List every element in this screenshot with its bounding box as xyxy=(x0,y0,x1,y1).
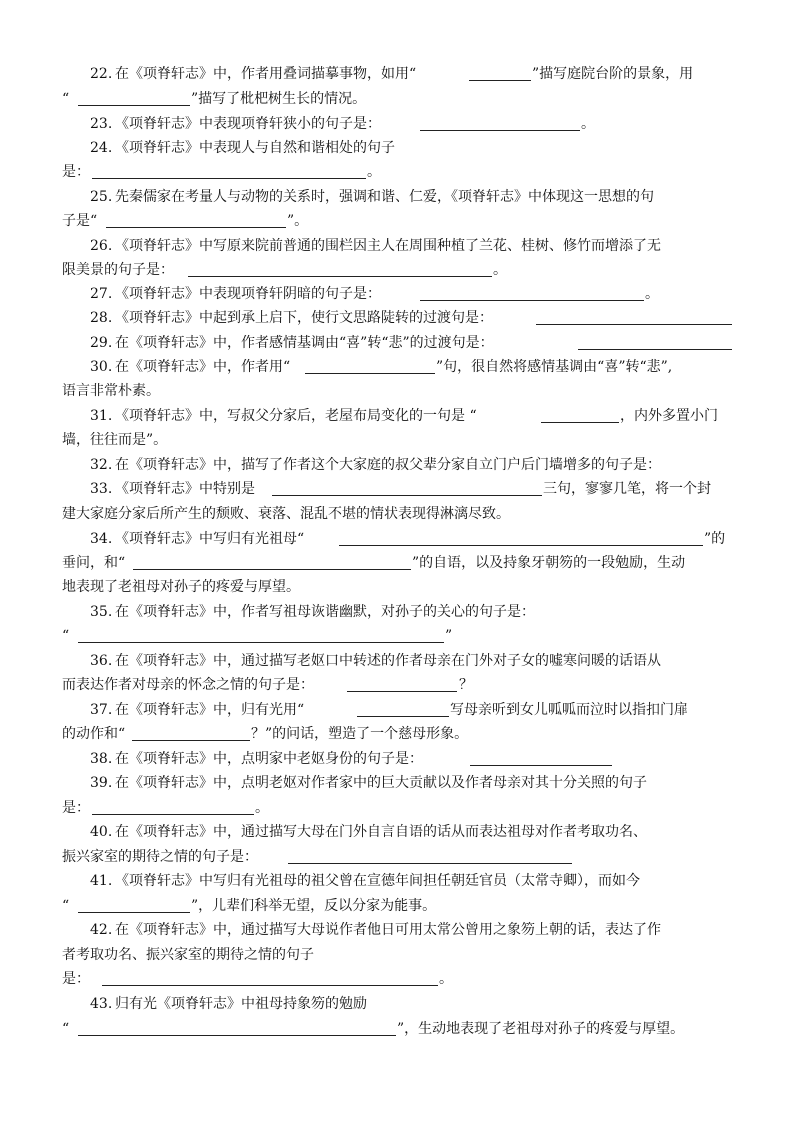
question-text: 《项脊轩志》中表现项脊轩阴暗的句子是： xyxy=(115,286,381,302)
question-number: 27. xyxy=(90,286,113,302)
question-text: ，内外多置小门 xyxy=(620,408,718,424)
question-text: ”描写了枇杷树生长的情况。 xyxy=(191,91,367,107)
question-text: 《项脊轩志》中起到承上启下，使行文思路陡转的过渡句是： xyxy=(115,310,493,326)
question-42-line2 xyxy=(0,943,794,967)
question-text: 写母亲听到女儿呱呱而泣时以指扣门扉 xyxy=(450,702,688,718)
question-number: 25. xyxy=(90,189,113,205)
answer-blank[interactable] xyxy=(78,105,190,106)
question-text: 是： xyxy=(62,164,90,180)
question-text: 《项脊轩志》中写归有光祖母“ xyxy=(115,531,305,547)
question-text: 振兴家室的期待之情的句子是： xyxy=(62,849,258,865)
question-number: 43. xyxy=(90,996,113,1012)
question-text: 在《项脊轩志》中，点明老妪对作者家中的巨大贡献以及作者母亲对其十分关照的句子 xyxy=(115,775,647,791)
question-34-line2 xyxy=(0,551,794,575)
answer-blank[interactable] xyxy=(92,814,254,815)
question-text: 墙，往往而是”。 xyxy=(62,432,168,448)
answer-blank[interactable] xyxy=(305,373,435,374)
question-text: ”，儿辈们科举无望，反以分家为能事。 xyxy=(191,898,437,914)
question-text: 者考取功名、振兴家室的期待之情的句子 xyxy=(62,947,314,963)
question-39 xyxy=(0,771,794,795)
question-text: 《项脊轩志》中写归有光祖母的祖父曾在宣德年间担任朝廷官员（太常寺卿），而如今 xyxy=(115,873,640,889)
answer-blank[interactable] xyxy=(578,349,732,350)
question-text: 限美景的句子是： xyxy=(62,262,174,278)
question-text: 是： xyxy=(62,971,90,987)
question-number: 23. xyxy=(90,116,113,132)
question-22 xyxy=(0,62,794,86)
question-37-line2 xyxy=(0,722,794,746)
question-text: ”的自语，以及持象牙朝笏的一段勉励，生动 xyxy=(412,555,686,571)
question-number: 26. xyxy=(90,238,113,254)
question-33-line2 xyxy=(0,502,794,526)
question-34-line3 xyxy=(0,575,794,599)
question-text: 在《项脊轩志》中，通过描写大母在门外自言自语的话从而表达祖母对作者考取功名、 xyxy=(115,824,647,840)
question-text: “ xyxy=(62,628,70,644)
question-25 xyxy=(0,185,794,209)
question-43 xyxy=(0,992,794,1016)
question-number: 31. xyxy=(90,408,113,424)
question-text: 在《项脊轩志》中，通过描写老妪口中转述的作者母亲在门外对子女的嘘寒问暖的话语从 xyxy=(115,653,661,669)
question-text: 。 xyxy=(581,116,595,132)
question-text: 。 xyxy=(493,262,507,278)
question-text: 归有光《项脊轩志》中祖母持象笏的勉励 xyxy=(115,996,367,1012)
question-text: 建大家庭分家后所产生的颓败、衰落、混乱不堪的情状表现得淋漓尽致。 xyxy=(62,506,510,522)
answer-blank[interactable] xyxy=(536,324,732,325)
question-text: ” xyxy=(445,628,453,644)
question-text: 在《项脊轩志》中，点明家中老妪身份的句子是： xyxy=(115,751,423,767)
answer-blank[interactable] xyxy=(420,300,644,301)
question-text: 《项脊轩志》中特别是 xyxy=(115,481,255,497)
question-25-line2 xyxy=(0,209,794,233)
question-29 xyxy=(0,331,794,355)
question-35 xyxy=(0,600,794,624)
question-41 xyxy=(0,869,794,893)
question-26 xyxy=(0,234,794,258)
answer-blank[interactable] xyxy=(78,912,190,913)
question-22-line2 xyxy=(0,87,794,111)
question-text: 在《项脊轩志》中，作者写祖母诙谐幽默，对孙子的关心的句子是： xyxy=(115,604,535,620)
question-43-line2 xyxy=(0,1017,794,1041)
answer-blank[interactable] xyxy=(133,569,411,570)
question-number: 29. xyxy=(90,335,113,351)
question-number: 40. xyxy=(90,824,113,840)
question-24 xyxy=(0,136,794,160)
question-text: ？ xyxy=(459,677,473,693)
question-text: “ xyxy=(62,91,70,107)
question-42-line3 xyxy=(0,967,794,991)
question-32 xyxy=(0,453,794,477)
question-text: 在《项脊轩志》中，作者用“ xyxy=(115,359,291,375)
question-30-line2 xyxy=(0,379,794,403)
question-text: ”句，很自然将感情基调由“喜”转“悲”, xyxy=(436,359,673,375)
question-23 xyxy=(0,112,794,136)
question-text: 语言非常朴素。 xyxy=(62,383,160,399)
question-number: 34. xyxy=(90,531,113,547)
answer-blank[interactable] xyxy=(106,227,286,228)
question-text: 《项脊轩志》中表现人与自然和谐相处的句子 xyxy=(115,140,395,156)
question-36-line2 xyxy=(0,673,794,697)
question-31-line2 xyxy=(0,428,794,452)
question-text: 在《项脊轩志》中，通过描写大母说作者他日可用太常公曾用之象笏上朝的话，表达了作 xyxy=(115,922,661,938)
question-27 xyxy=(0,282,794,306)
question-text: 三句，寥寥几笔，将一个封 xyxy=(543,481,711,497)
question-text: 《项脊轩志》中表现项脊轩狭小的句子是： xyxy=(115,116,381,132)
question-text: ”。 xyxy=(287,213,309,229)
answer-blank[interactable] xyxy=(347,691,457,692)
question-text: 在《项脊轩志》中，作者感情基调由“喜”转“悲”的过渡句是： xyxy=(115,335,494,351)
question-text: ？”的问话，塑造了一个慈母形象。 xyxy=(251,726,469,742)
question-text: ”，生动地表现了老祖母对孙子的疼爱与厚望。 xyxy=(397,1021,685,1037)
question-number: 22. xyxy=(90,66,113,82)
question-28 xyxy=(0,306,794,330)
question-text: 垂问，和“ xyxy=(62,555,126,571)
question-number: 33. xyxy=(90,481,113,497)
answer-blank[interactable] xyxy=(78,642,444,643)
question-number: 32. xyxy=(90,457,113,473)
answer-blank[interactable] xyxy=(92,178,366,179)
question-33 xyxy=(0,477,794,501)
question-text: 先秦儒家在考量人与动物的关系时，强调和谐、仁爱，《项脊轩志》中体现这一思想的句 xyxy=(115,189,654,205)
answer-blank[interactable] xyxy=(541,422,619,423)
question-text: 的动作和“ xyxy=(62,726,126,742)
question-42 xyxy=(0,918,794,942)
answer-blank[interactable] xyxy=(469,80,531,81)
question-number: 35. xyxy=(90,604,113,620)
question-38 xyxy=(0,747,794,771)
question-number: 38. xyxy=(90,751,113,767)
question-number: 42. xyxy=(90,922,113,938)
question-35-line2 xyxy=(0,624,794,648)
question-number: 24. xyxy=(90,140,113,156)
question-text: “ xyxy=(62,898,70,914)
question-text: 而表达作者对母亲的怀念之情的句子是： xyxy=(62,677,314,693)
question-text: 在《项脊轩志》中，作者用叠词描摹事物，如用“ xyxy=(115,66,417,82)
question-37 xyxy=(0,698,794,722)
question-34 xyxy=(0,527,794,551)
question-text: 《项脊轩志》中，写叔父分家后，老屋布局变化的一句是 “ xyxy=(115,408,477,424)
question-number: 39. xyxy=(90,775,113,791)
question-30 xyxy=(0,355,794,379)
question-26-line2 xyxy=(0,258,794,282)
answer-blank[interactable] xyxy=(188,276,492,277)
answer-blank[interactable] xyxy=(288,863,572,864)
question-text: ”描写庭院台阶的景象，用 xyxy=(532,66,694,82)
answer-blank[interactable] xyxy=(470,765,612,766)
question-text: 。 xyxy=(255,800,269,816)
answer-blank[interactable] xyxy=(420,130,580,131)
answer-blank[interactable] xyxy=(272,495,542,496)
answer-blank[interactable] xyxy=(132,740,250,741)
question-31 xyxy=(0,404,794,428)
question-40 xyxy=(0,820,794,844)
question-text: 。 xyxy=(645,286,659,302)
question-text: 是： xyxy=(62,800,90,816)
question-41-line2 xyxy=(0,894,794,918)
question-text: 在《项脊轩志》中，描写了作者这个大家庭的叔父辈分家自立门户后门墙增多的句子是： xyxy=(115,457,661,473)
question-text: 地表现了老祖母对孙子的疼爱与厚望。 xyxy=(62,579,300,595)
question-text: 《项脊轩志》中写原来院前普通的围栏因主人在周围种植了兰花、桂树、修竹而增添了无 xyxy=(115,238,661,254)
question-36 xyxy=(0,649,794,673)
question-text: 。 xyxy=(439,971,453,987)
question-text: 在《项脊轩志》中，归有光用“ xyxy=(115,702,305,718)
question-text: 。 xyxy=(367,164,381,180)
question-text: “ xyxy=(62,1021,70,1037)
question-number: 36. xyxy=(90,653,113,669)
question-number: 37. xyxy=(90,702,113,718)
answer-blank[interactable] xyxy=(357,716,449,717)
question-39-line2 xyxy=(0,796,794,820)
question-text: ”的 xyxy=(704,531,726,547)
question-number: 41. xyxy=(90,873,113,889)
answer-blank[interactable] xyxy=(78,1035,396,1036)
question-number: 28. xyxy=(90,310,113,326)
question-24-line2 xyxy=(0,160,794,184)
answer-blank[interactable] xyxy=(339,545,703,546)
answer-blank[interactable] xyxy=(102,985,438,986)
question-number: 30. xyxy=(90,359,113,375)
question-40-line2 xyxy=(0,845,794,869)
question-text: 子是“ xyxy=(62,213,98,229)
